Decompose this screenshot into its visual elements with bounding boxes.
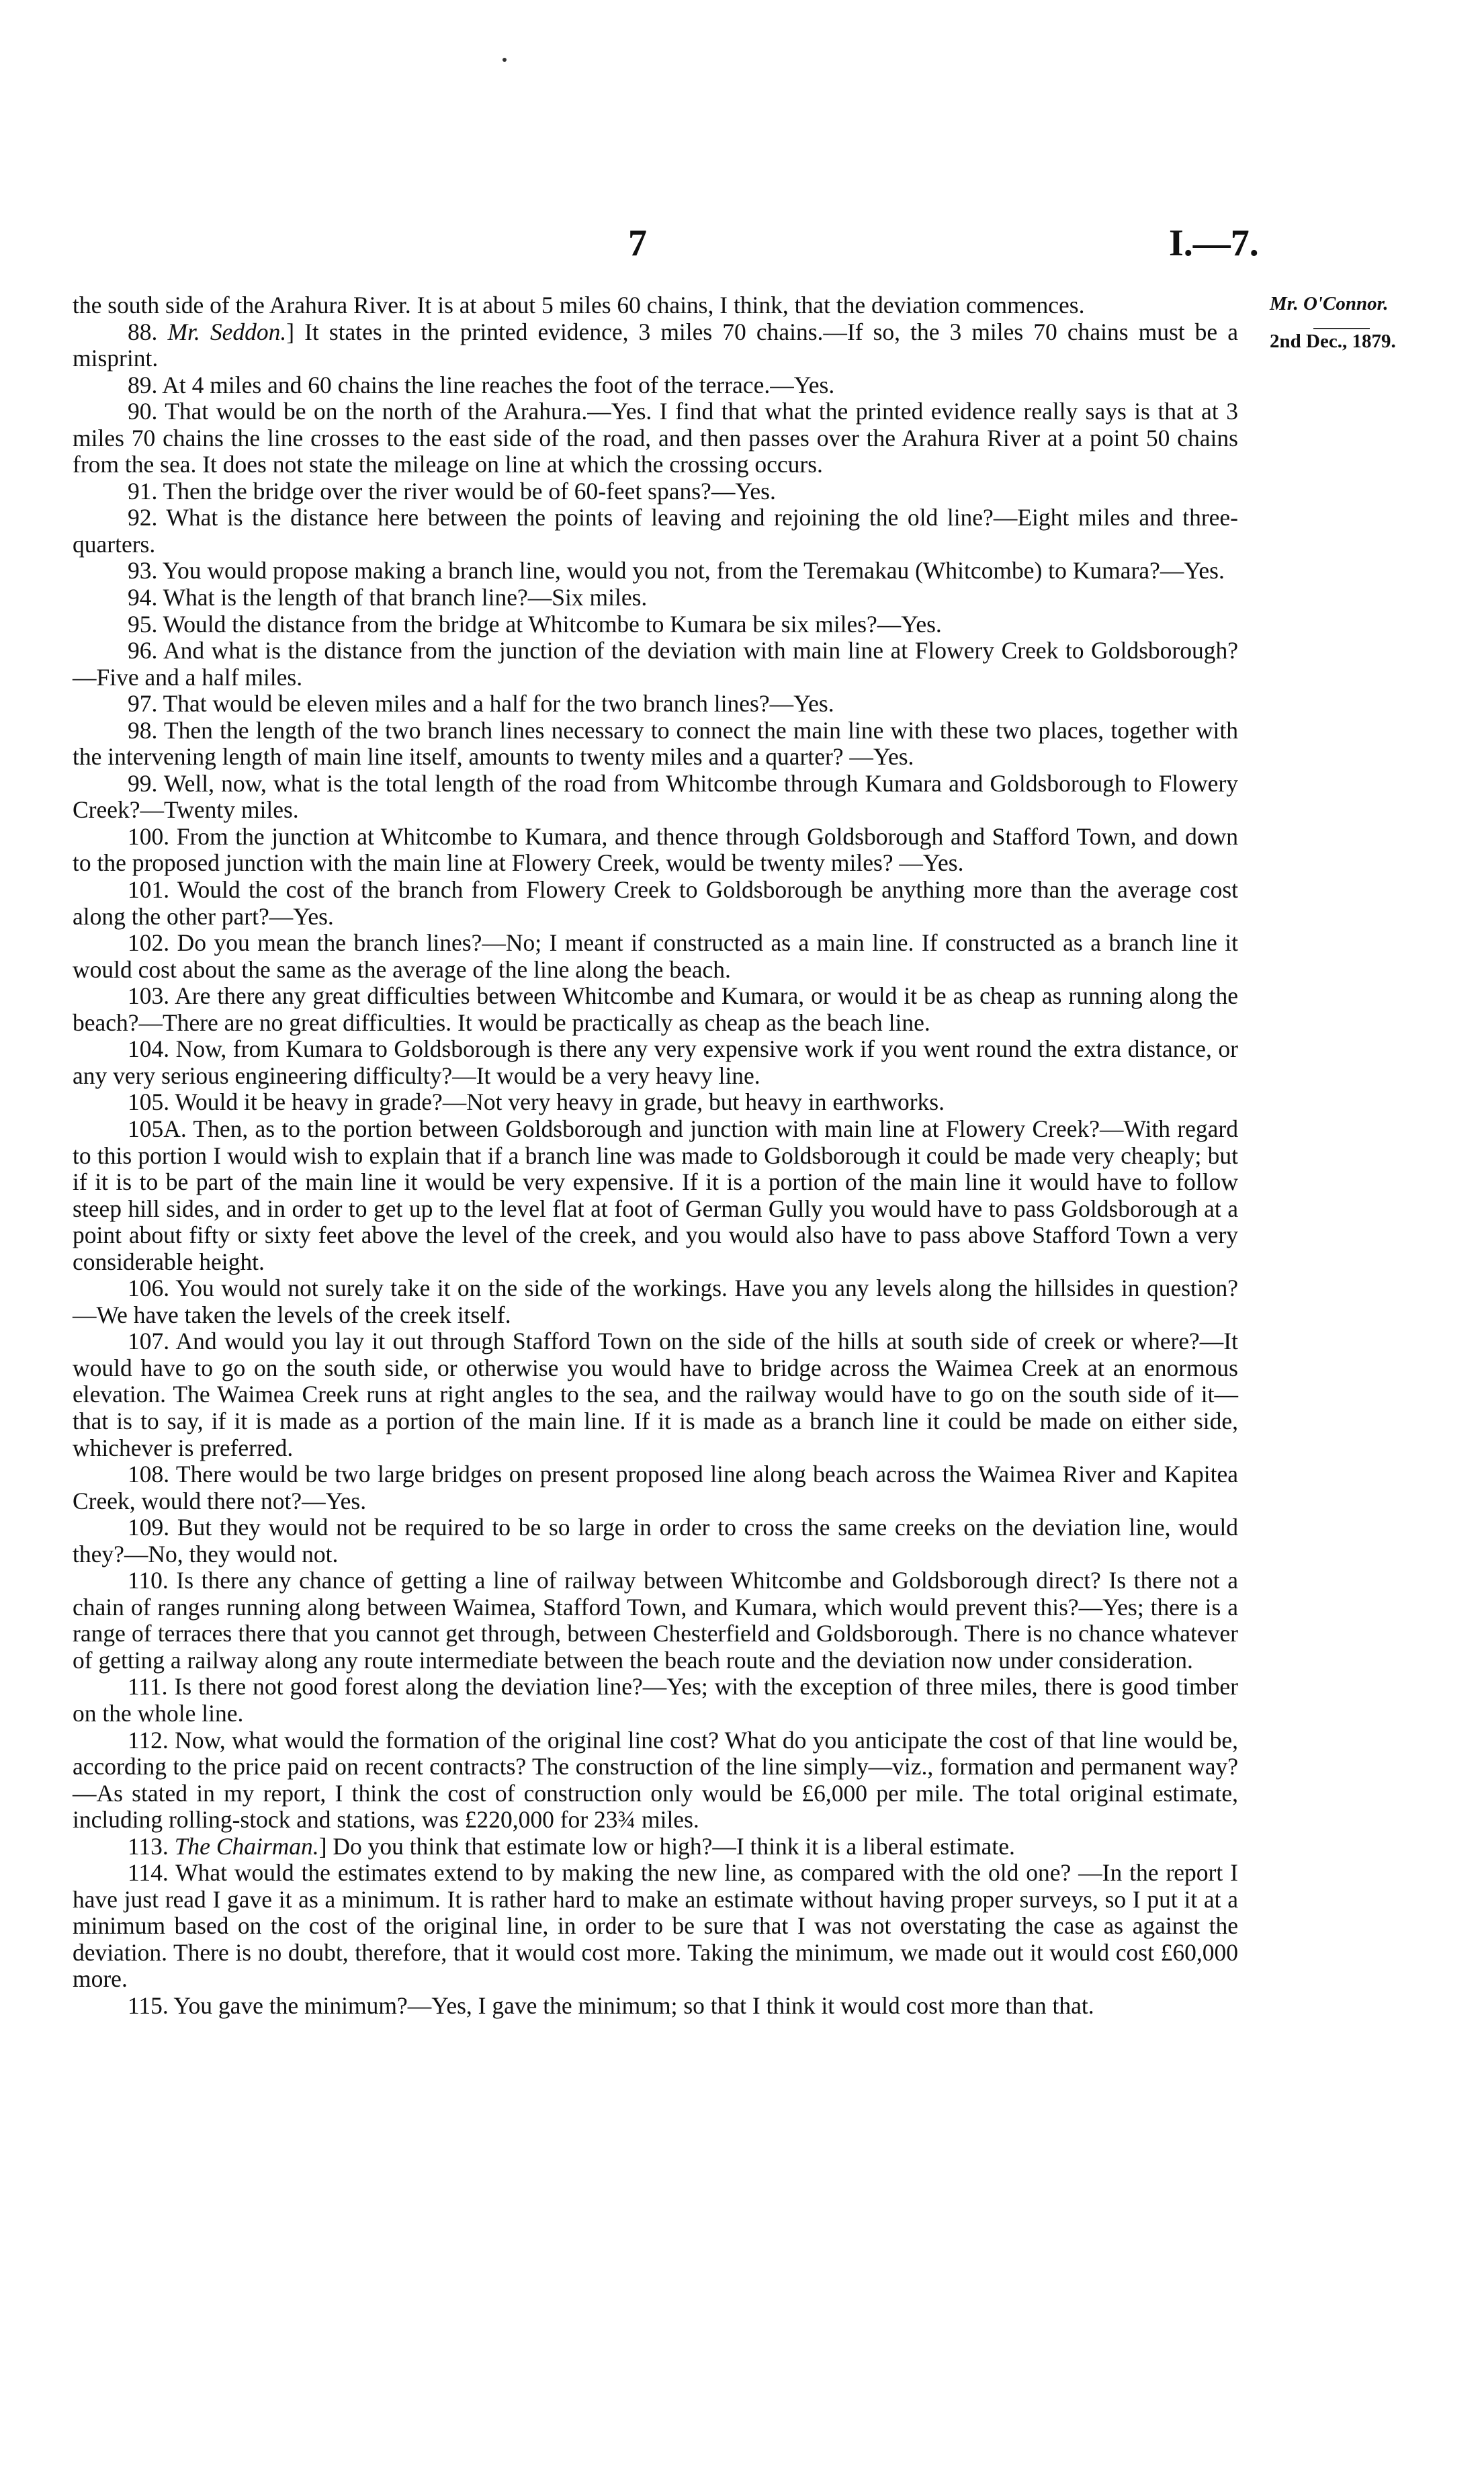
- evidence-paragraph: 95. Would the distance from the bridge at Whitcombe to Kumara be six miles?—Yes.: [128, 610, 942, 638]
- evidence-paragraph: 104. Now, from Kumara to Goldsborough is there any very expensive work if you went round the extra distance, or any very serious engineering difficulty?—It would be a very heavy line.: [73, 1035, 1238, 1089]
- evidence-paragraph: 105A. Then, as to the portion between Goldsborough and junction with main line at Flowery Creek?—With regard to this portion I would wish to explain that if a branch line was made to Goldsborough it could be made very cheaply; but if it is to be part of the main line it would be very expensive. If it is a portion of the main line it would have to follow steep hill sides, and in order to get up to the level flat at foot of German Gully you would have to pass Goldsborough at a point about fifty or sixty feet above the level of the creek, and you would also have to pass above Stafford Town a very considerable height.: [73, 1115, 1238, 1275]
- print-speck: [503, 58, 507, 62]
- margin-speaker: Mr. O'Connor.: [1270, 293, 1389, 314]
- evidence-paragraph: 103. Are there any great difficulties between Whitcombe and Kumara, or would it be as cheap as running along the beach?—There are no great difficulties. It would be practically as cheap as the beach line.: [73, 982, 1238, 1036]
- evidence-paragraph: 96. And what is the distance from the junction of the deviation with main line at Flowery Creek to Goldsborough?—Five and a half miles.: [73, 637, 1238, 691]
- evidence-paragraph: 107. And would you lay it out through Stafford Town on the side of the hills at south side of creek or where?—It would have to go on the south side, or otherwise you would have to bridge across the Waimea Creek at an enormous elevation. The Waimea Creek runs at right angles to the sea, and the railway would have to go on the south side of it—that is to say, if it is made as a portion of the main line. If it is made as a branch line it could be made on either side, whichever is preferred.: [73, 1328, 1238, 1461]
- evidence-paragraph: 91. Then the bridge over the river would be of 60-feet spans?—Yes.: [128, 477, 776, 505]
- page-number: 7: [628, 222, 647, 264]
- evidence-paragraph: the south side of the Arahura River. It is at about 5 miles 60 chains, I think, that the deviation commences.: [73, 292, 1085, 318]
- margin-date: 2nd Dec., 1879.: [1270, 331, 1396, 352]
- evidence-paragraph: 98. Then the length of the two branch lines necessary to connect the main line with these two places, together with the intervening length of main line itself, amounts to twenty miles and a quarter? —Yes.: [73, 716, 1238, 771]
- evidence-paragraph: 97. That would be eleven miles and a half for the two branch lines?—Yes.: [128, 690, 834, 718]
- margin-rule: [1313, 328, 1370, 329]
- evidence-paragraph: 114. What would the estimates extend to by making the new line, as compared with the old one? —In the report I have just read I gave it as a minimum. It is rather hard to make an estimate without having proper surveys, so I put it at a minimum based on the cost of the original line, in order to be sure that I was not overstating the case as against the deviation. There is no doubt, therefore, that it would cost more. Taking the minimum, we made out it would cost £60,000 more.: [73, 1859, 1238, 1993]
- evidence-paragraph: 90. That would be on the north of the Arahura.—Yes. I find that what the printed evidence really says is that at 3 miles 70 chains the line crosses to the east side of the road, and then passes over the Arahura River at a point 50 chains from the sea. It does not state the mileage on line at which the crossing occurs.: [73, 398, 1238, 478]
- evidence-paragraph: 102. Do you mean the branch lines?—No; I meant if constructed as a main line. If constructed as a branch line it would cost about the same as the average of the line along the beach.: [73, 929, 1238, 983]
- document-reference: I.—7.: [1169, 222, 1259, 264]
- evidence-paragraph: 115. You gave the minimum?—Yes, I gave the minimum; so that I think it would cost more than that.: [128, 1992, 1094, 2019]
- evidence-paragraph: 110. Is there any chance of getting a line of railway between Whitcombe and Goldsborough direct? Is there not a chain of ranges running along between Waimea, Stafford Town, and Kumara, which would prevent this?—Yes; there is a range of terraces there that you cannot get through, between Chesterfield and Goldsborough. There is no chance whatever of getting a railway along any route intermediate between the beach route and the deviation now under consideration.: [73, 1567, 1238, 1674]
- evidence-paragraph: 108. There would be two large bridges on present proposed line along beach across the Waimea River and Kapitea Creek, would there not?—Yes.: [73, 1461, 1238, 1514]
- evidence-paragraph: 99. Well, now, what is the total length of the road from Whitcombe through Kumara and Goldsborough to Flowery Creek?—Twenty miles.: [73, 769, 1238, 824]
- speaker-name: Mr. Seddon.: [167, 318, 287, 345]
- evidence-paragraph: 113. The Chairman.] Do you think that estimate low or high?—I think it is a liberal estimate.: [128, 1832, 1015, 1860]
- evidence-paragraph: 105. Would it be heavy in grade?—Not very heavy in grade, but heavy in earthworks.: [128, 1088, 945, 1116]
- evidence-paragraph: 94. What is the length of that branch line?—Six miles.: [128, 584, 648, 611]
- evidence-paragraph: 88. Mr. Seddon.] It states in the printed evidence, 3 miles 70 chains.—If so, the 3 miles 70 chains must be a misprint.: [73, 318, 1239, 372]
- evidence-paragraph: 111. Is there not good forest along the deviation line?—Yes; with the exception of three miles, there is good timber on the whole line.: [73, 1673, 1238, 1727]
- evidence-body: [73, 292, 1238, 2020]
- evidence-paragraph: 92. What is the distance here between the points of leaving and rejoining the old line?—Eight miles and three-quarters.: [73, 504, 1238, 558]
- evidence-paragraph: 100. From the junction at Whitcombe to Kumara, and thence through Goldsborough and Stafford Town, and down to the proposed junction with the main line at Flowery Creek, would be twenty miles? —Yes.: [73, 822, 1238, 877]
- evidence-paragraph: 93. You would propose making a branch line, would you not, from the Teremakau (Whitcombe) to Kumara?—Yes.: [128, 557, 1225, 585]
- evidence-paragraph: 101. Would the cost of the branch from Flowery Creek to Goldsborough be anything more than the average cost along the other part?—Yes.: [73, 876, 1238, 930]
- evidence-paragraph: 112. Now, what would the formation of the original line cost? What do you anticipate the cost of that line would be, according to the price paid on recent contracts? The construction of the line simply—viz., formation and permanent way?—As stated in my report, I think the cost of construction only would be £6,000 per mile. The total original estimate, including rolling-stock and stations, was £220,000 for 23¾ miles.: [73, 1726, 1238, 1834]
- evidence-paragraph: 89. At 4 miles and 60 chains the line reaches the foot of the terrace.—Yes.: [128, 371, 835, 398]
- speaker-name: The Chairman.: [174, 1832, 319, 1860]
- evidence-paragraph: 106. You would not surely take it on the side of the workings. Have you any levels along the hillsides in question?—We have taken the levels of the creek itself.: [73, 1275, 1238, 1328]
- evidence-paragraph: 109. But they would not be required to be so large in order to cross the same creeks on the deviation line, would they?—No, they would not.: [73, 1514, 1238, 1567]
